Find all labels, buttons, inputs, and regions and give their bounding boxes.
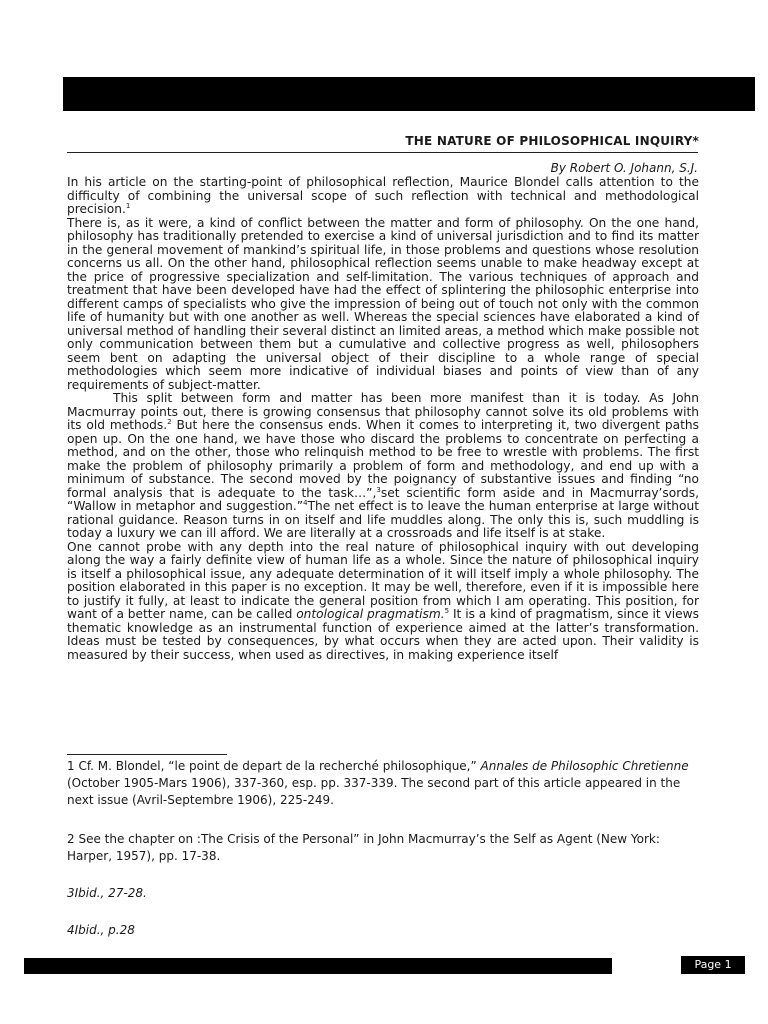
document-title: THE NATURE OF PHILOSOPHICAL INQUIRY*	[405, 134, 699, 148]
emphasis-term: ontological pragmatism.	[296, 607, 445, 621]
footnote-ref-4: 4	[303, 498, 308, 507]
author-byline: By Robert O. Johann, S.J.	[550, 161, 698, 175]
footnote-1: 1 Cf. M. Blondel, “le point de depart de la recherché philosophique,” Annales de Philosophic Chretienne (October 1905-Mars 1906), 337-360, esp. pp. 337-339. The second part of this article appeared in the next issue (Avril-Septembre 1906), 225-249.	[67, 759, 689, 807]
footnote-ref-5: 5	[444, 606, 450, 615]
footer-bar	[24, 958, 612, 974]
paragraph-2: There is, as it were, a kind of conflict between the matter and form of philosophy. On the one hand, philosophy has traditionally pretended to exercise a kind of universal jurisdiction and to find its matter in the general movement of mankind’s spiritual life, in those problems and questions whose resolution concerns us all. On the other hand, philosophical reflection seems unable to make headway except at the price of progressive specialization and self-limitation. The various techniques of approach and treatment that have been developed have had the effect of splintering the philosophic enterprise into different camps of specialists who give the impression of being out of touch not only with the common life of humanity but with one another as well. Whereas the special sciences have elaborated a kind of universal method of handling their several distinct an limited areas, a method which make possible not only communication between them but a cumulative and collective progress as well, philosophers seem bent on adapting the universal object of their discipline to a whole range of special methodologies which seem more indicative of individual biases and points of view than of any requirements of subject-matter.	[67, 215, 699, 392]
footnote-3: 3Ibid., 27-28.	[67, 886, 147, 900]
footnote-ref-1: 1	[125, 201, 131, 210]
paragraph-1: In his article on the starting-point of philosophical reflection, Maurice Blondel calls attention to the difficulty of combining the universal scope of such reflection with technical and methodological precision.$^1$	[67, 175, 699, 216]
footnotes	[67, 758, 699, 939]
body-text	[67, 176, 699, 662]
footnote-ref-3: 3	[376, 485, 381, 494]
paragraph-3: This split between form and matter has been more manifest than it is today. As John Macmurray points out, there is growing consensus that philosophy cannot solve its old problems with its old methods.$^2$ But here the consensus ends. When it comes to interpreting it, two divergent paths open up. On the one hand, we have those who discard the problems to concentrate on perfecting a method, and on the other, those who relinquish method to be free to wrestle with problems. The first make the problem of philosophy primarily a problem of form and methodology, and end up with a minimum of substance. The second moved by the poignancy of substantive issues and finding “no formal analysis that is adequate to the task…”,$^3$set scientific form aside and in Macmurray’sords, “Wallow in metaphor and suggestion.”$^4$The net effect is to leave the human enterprise at large without rational guidance. Reason turns in on itself and life muddles along. The only this is, such muddling is today a luxury we can ill afford. We are literally at a crossroads and life itself is at stake.	[67, 391, 699, 540]
footnote-4: 4Ibid., p.28	[67, 923, 135, 937]
header-bar	[63, 77, 755, 111]
paragraph-4: One cannot probe with any depth into the real nature of philosophical inquiry with out developing along the way a fairly definite view of human life as a whole. Since the nature of philosophical inquiry is itself a philosophical issue, any adequate determination of it will itself imply a whole philosophy. The position elaborated in this paper is no exception. It may be well, therefore, even if it is impossible here to justify it fully, at least to indicate the general position from which I am operating. This position, for want of a better name, can be called ontological pragmatism.$^5$ It is a kind of pragmatism, since it views thematic knowledge as an instrumental function of experience aimed at the latter’s transformation. Ideas must be tested by consequences, by what occurs when they are acted upon. Their validity is measured by their success, when used as directives, in making experience itself	[67, 539, 699, 662]
footnote-rule	[67, 754, 227, 755]
page-number: Page 1	[681, 956, 745, 974]
title-rule	[67, 152, 698, 153]
footnote-ref-2: 2	[167, 417, 172, 426]
footnote-2: 2 See the chapter on :The Crisis of the Personal” in John Macmurray’s the Self as Agent (New York: Harper, 1957), pp. 17-38.	[67, 832, 660, 863]
